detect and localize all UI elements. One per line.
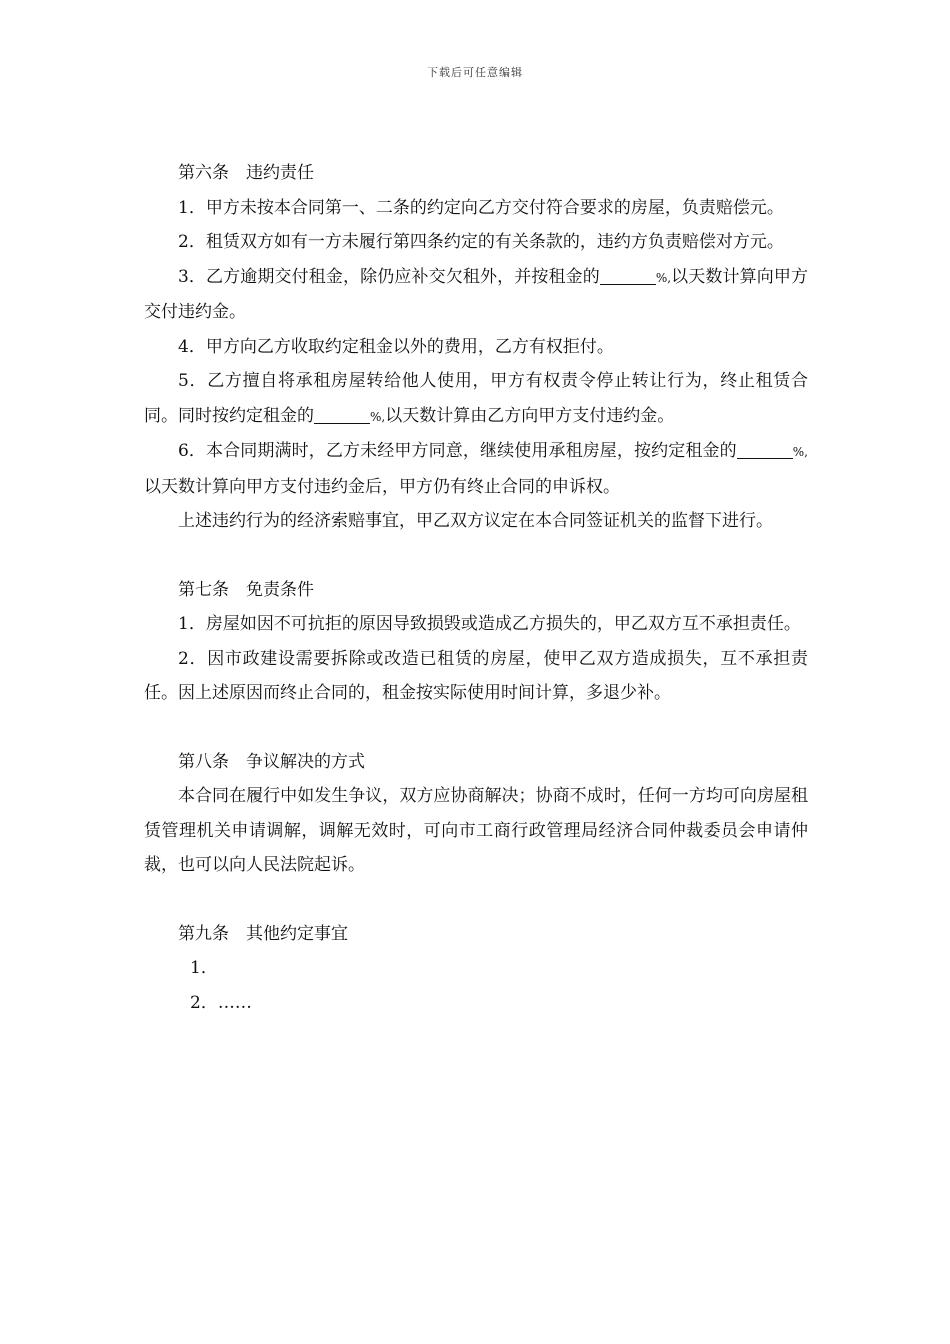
- article-8-clause-1: 本合同在履行中如发生争议，双方应协商解决；协商不成时，任何一方均可向房屋租赁管理机关申请调解，调解无效时，可向市工商行政管理局经济合同仲裁委员会申请仲裁，也可以向人民法院起诉。: [144, 786, 808, 875]
- clause-text: 以天数计算向甲方支付违约金后，甲方仍有终止合同的申诉权。: [144, 476, 620, 497]
- article-8: [144, 745, 808, 883]
- fill-in-blank: [314, 406, 370, 424]
- article-6-clause-4: 4．甲方向乙方收取约定租金以外的费用，乙方有权拒付。: [178, 336, 614, 357]
- article-6-clause-6: [144, 434, 808, 504]
- article-6-title: 第六条 违约责任: [178, 163, 314, 183]
- article-7: [144, 573, 808, 711]
- percent-sign: %,: [792, 445, 808, 459]
- clause-text: 5．乙方擅自将承租房屋转给他人使用，甲方有权责令停止转让行为，终止租赁合同。同时按约定租金的: [144, 371, 808, 426]
- article-6-clause-2: 2．租赁双方如有一方未履行第四条约定的有关条款的，违约方负责赔偿对方元。: [178, 232, 784, 252]
- article-8-title: 第八条 争议解决的方式: [178, 751, 365, 772]
- article-7-clause-2: 2．因市政建设需要拆除或改造已租赁的房屋，使甲乙双方造成损失，互不承担责任。因上述原因而终止合同的，租金按实际使用时间计算，多退少补。: [144, 648, 808, 703]
- article-6-summary: 上述违约行为的经济索赔事宜，甲乙双方议定在本合同签证机关的监督下进行。: [178, 511, 773, 531]
- article-6: [144, 156, 808, 539]
- article-9-item-1: 1．: [190, 958, 218, 978]
- article-9-item-2: 2．……: [190, 992, 252, 1013]
- article-7-clause-1: 1．房屋如因不可抗拒的原因导致损毁或造成乙方损失的，甲乙双方互不承担责任。: [178, 614, 801, 634]
- article-9-title: 第九条 其他约定事宜: [178, 923, 348, 944]
- clause-text: 6．本合同期满时，乙方未经甲方同意，继续使用承租房屋，按约定租金的: [178, 441, 737, 461]
- clause-text: 3．乙方逾期交付租金，除仍应补交欠租外，并按租金的: [178, 266, 600, 287]
- article-7-title: 第七条 免责条件: [178, 579, 314, 600]
- clause-text: 以天数计算由乙方向甲方支付违约金。: [385, 405, 675, 426]
- article-6-clause-5: [144, 364, 808, 434]
- clause-text: 以天数计算向甲方交付违约金。: [144, 266, 808, 322]
- article-6-clause-1: 1．甲方未按本合同第一、二条的约定向乙方交付符合要求的房屋，负责赔偿元。: [178, 197, 784, 218]
- fill-in-blank: [737, 441, 793, 459]
- article-9: [144, 917, 808, 1021]
- document-body: [144, 156, 808, 1054]
- fill-in-blank: [600, 267, 656, 285]
- article-6-clause-3: [144, 260, 808, 330]
- page-header: 下载后可任意编辑: [427, 66, 523, 79]
- percent-sign: %,: [370, 409, 386, 424]
- percent-sign: %,: [655, 270, 672, 285]
